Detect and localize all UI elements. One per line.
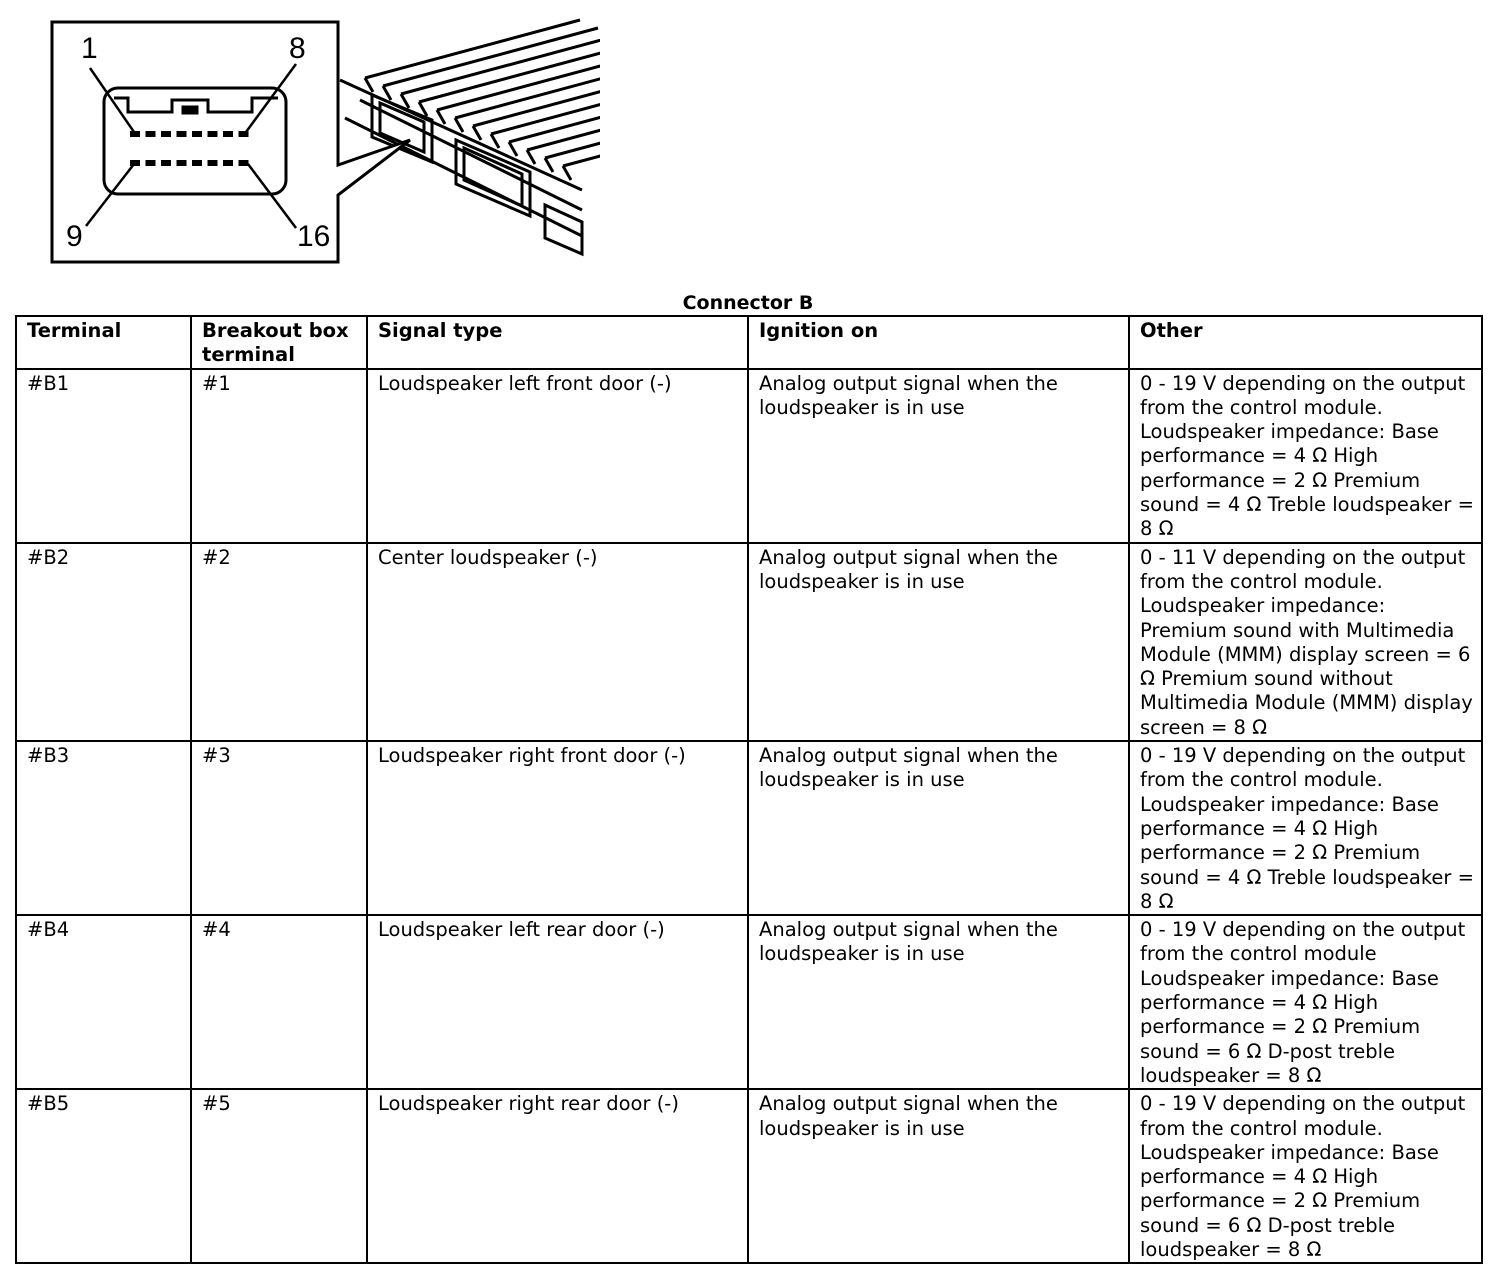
table-row <box>16 915 1482 1089</box>
pin-label-16: 16 <box>297 220 331 253</box>
cell-signal: Loudspeaker right rear door (-) <box>367 1089 748 1263</box>
table-row <box>16 1089 1482 1263</box>
table-row <box>16 741 1482 915</box>
cell-ignition: Analog output signal when the loudspeaker is in use <box>748 1089 1129 1263</box>
connector-pin <box>177 131 187 137</box>
connector-pin <box>146 160 156 166</box>
connector-pin <box>192 160 202 166</box>
connector-pin <box>208 160 218 166</box>
header-other: Other <box>1129 316 1482 369</box>
connector-pin <box>192 131 202 137</box>
connector-pin <box>146 131 156 137</box>
connector-pin <box>223 160 233 166</box>
connector-pin <box>161 131 171 137</box>
connector-pin <box>223 131 233 137</box>
cell-terminal: #B3 <box>16 741 191 915</box>
cell-ignition: Analog output signal when the loudspeaker is in use <box>748 543 1129 741</box>
cell-other: 0 - 19 V depending on the output from the control module. Loudspeaker impedance: Base performance = 4 Ω High performance = 2 Ω Premium sound = 4 Ω Treble loudspeaker = 8 Ω <box>1129 741 1482 915</box>
cell-other: 0 - 19 V depending on the output from the control module. Loudspeaker impedance: Base performance = 4 Ω High performance = 2 Ω Premium sound = 6 Ω D-post treble loudspeaker = 8 Ω <box>1129 1089 1482 1263</box>
cell-breakout: #2 <box>191 543 367 741</box>
table-header-row <box>16 316 1482 369</box>
header-breakout-box-terminal: Breakout box terminal <box>191 316 367 369</box>
housing-fin <box>473 68 600 140</box>
table-caption: Connector B <box>682 292 814 314</box>
cell-terminal: #B5 <box>16 1089 191 1263</box>
cell-other: 0 - 11 V depending on the output from the control module. Loudspeaker impedance: Premium sound with Multimedia Module (MMM) display screen = 6 Ω Premium sound without Multimedia Module (MMM) display screen = 8 Ω <box>1129 543 1482 741</box>
cell-other: 0 - 19 V depending on the output from the control module. Loudspeaker impedance: Base performance = 4 Ω High performance = 2 Ω Premium sound = 4 Ω Treble loudspeaker = 8 Ω <box>1129 369 1482 543</box>
connector-pin <box>208 131 218 137</box>
cell-ignition: Analog output signal when the loudspeaker is in use <box>748 741 1129 915</box>
pin-label-1: 1 <box>81 32 98 65</box>
connector-pin <box>239 160 249 166</box>
connector-diagram <box>0 0 600 270</box>
cell-breakout: #5 <box>191 1089 367 1263</box>
cell-signal: Loudspeaker right front door (-) <box>367 741 748 915</box>
cell-breakout: #3 <box>191 741 367 915</box>
pin-label-9: 9 <box>66 220 83 253</box>
cell-terminal: #B4 <box>16 915 191 1089</box>
cell-signal: Center loudspeaker (-) <box>367 543 748 741</box>
header-terminal: Terminal <box>16 316 191 369</box>
cell-ignition: Analog output signal when the loudspeaker is in use <box>748 915 1129 1089</box>
header-signal-type: Signal type <box>367 316 748 369</box>
cell-other: 0 - 19 V depending on the output from the control module Loudspeaker impedance: Base performance = 4 Ω High performance = 2 Ω Premium sound = 6 Ω D-post treble loudspeaker = 8 Ω <box>1129 915 1482 1089</box>
connector-table <box>15 315 1483 1264</box>
cell-breakout: #1 <box>191 369 367 543</box>
cell-ignition: Analog output signal when the loudspeaker is in use <box>748 369 1129 543</box>
cell-breakout: #4 <box>191 915 367 1089</box>
cell-terminal: #B2 <box>16 543 191 741</box>
table-row <box>16 369 1482 543</box>
cell-terminal: #B1 <box>16 369 191 543</box>
connector-pin <box>177 160 187 166</box>
connector-pin <box>130 131 140 137</box>
table-row <box>16 543 1482 741</box>
header-ignition-on: Ignition on <box>748 316 1129 369</box>
pin-label-8: 8 <box>289 32 306 65</box>
connector-pin <box>161 160 171 166</box>
connector-pin <box>130 160 140 166</box>
connector-inset <box>52 22 410 262</box>
cell-signal: Loudspeaker left rear door (-) <box>367 915 748 1089</box>
cell-signal: Loudspeaker left front door (-) <box>367 369 748 543</box>
housing-fin <box>491 76 600 148</box>
